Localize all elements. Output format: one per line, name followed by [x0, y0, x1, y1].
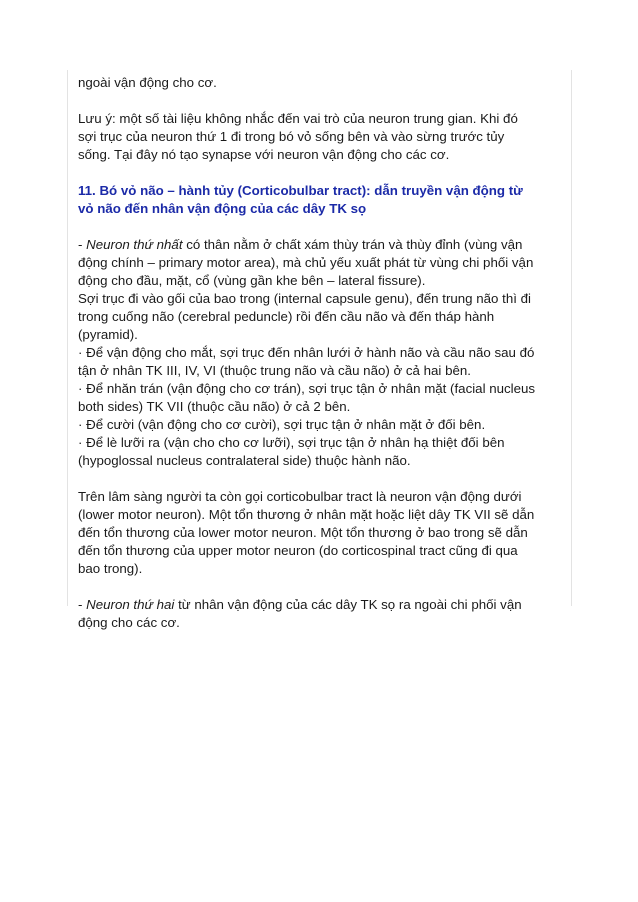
text-line: đến tổn thương của lower motor neuron. Một tổn thương ở bao trong sẽ dẫn	[78, 525, 528, 540]
heading-line: 11. Bó vỏ não – hành tủy (Corticobulbar tract): dẫn truyền vận động từ	[78, 183, 523, 198]
bullet-line: · Để cười (vận động cho cơ cười), sợi trục tận ở nhân mặt ở đối bên.	[78, 417, 486, 432]
text-line: (hypoglossal nucleus contralateral side) thuộc hành não.	[78, 453, 411, 468]
text-line: sợi trục của neuron thứ 1 đi trong bó vỏ sống bên và vào sừng trước tủy	[78, 129, 505, 144]
list-dash: -	[78, 597, 87, 612]
text-fragment: có thân nằm ở chất xám thùy trán và thùy đỉnh (vùng vận	[182, 237, 523, 252]
text-line: ngoài vận động cho cơ.	[78, 75, 217, 90]
text-line: bao trong).	[78, 561, 143, 576]
heading-line: vỏ não đến nhân vận động của các dây TK sọ	[78, 201, 367, 216]
text-line: Lưu ý: một số tài liệu không nhắc đến vai trò của neuron trung gian. Khi đó	[78, 111, 518, 126]
list-dash: -	[78, 237, 87, 252]
text-line	[78, 236, 568, 254]
text-line	[78, 596, 568, 614]
text-fragment: từ nhân vận động của các dây TK sọ ra ngoài chi phối vận	[174, 597, 522, 612]
bullet-line: · Để vận động cho mắt, sợi trục đến nhân lưới ở hành não và cầu não sau đó	[78, 345, 535, 360]
text-line: trong cuống não (cerebral peduncle) rồi đến cầu não và đến tháp hành	[78, 309, 495, 324]
paragraph-continuation	[78, 74, 568, 92]
bullet-line: · Để nhăn trán (vận động cho cơ trán), sợi trục tận ở nhân mặt (facial nucleus	[78, 381, 536, 396]
text-line: động cho đầu, mặt, cổ (vùng gần khe bên – lateral fissure).	[78, 273, 426, 288]
text-line: (lower motor neuron). Một tổn thương ở nhân mặt hoặc liệt dây TK VII sẽ dẫn	[78, 507, 535, 522]
text-line: tận ở nhân TK III, IV, VI (thuộc trung não và cầu não) ở cả hai bên.	[78, 363, 471, 378]
bullet-line: · Để lè lưỡi ra (vận cho cho cơ lưỡi), sợi trục tận ở nhân hạ thiệt đối bên	[78, 435, 505, 450]
text-line: động cho các cơ.	[78, 615, 180, 630]
section-heading	[78, 182, 568, 218]
paragraph-note	[78, 110, 568, 164]
text-line: Trên lâm sàng người ta còn gọi corticobulbar tract là neuron vận động dưới	[78, 489, 522, 504]
document-body	[78, 74, 568, 650]
paragraph-clinical	[78, 488, 568, 578]
text-line: Sợi trục đi vào gối của bao trong (internal capsule genu), đến trung não thì đi	[78, 291, 531, 306]
text-line: động chính – primary motor area), mà chủ yếu xuất phát từ vùng chi phối vận	[78, 255, 534, 270]
paragraph-second-neuron	[78, 596, 568, 632]
paragraph-first-neuron	[78, 236, 568, 470]
right-margin-rule	[571, 70, 572, 606]
text-line: (pyramid).	[78, 327, 138, 342]
term-first-neuron: Neuron thứ nhất	[86, 237, 183, 252]
left-margin-rule	[67, 70, 68, 606]
text-line: both sides) TK VII (thuộc cầu não) ở cả 2 bên.	[78, 399, 351, 414]
term-second-neuron: Neuron thứ hai	[86, 597, 175, 612]
text-line: sống. Tại đây nó tạo synapse với neuron vận động cho các cơ.	[78, 147, 450, 162]
text-line: đến tổn thương của upper motor neuron (do corticospinal tract cũng đi qua	[78, 543, 518, 558]
